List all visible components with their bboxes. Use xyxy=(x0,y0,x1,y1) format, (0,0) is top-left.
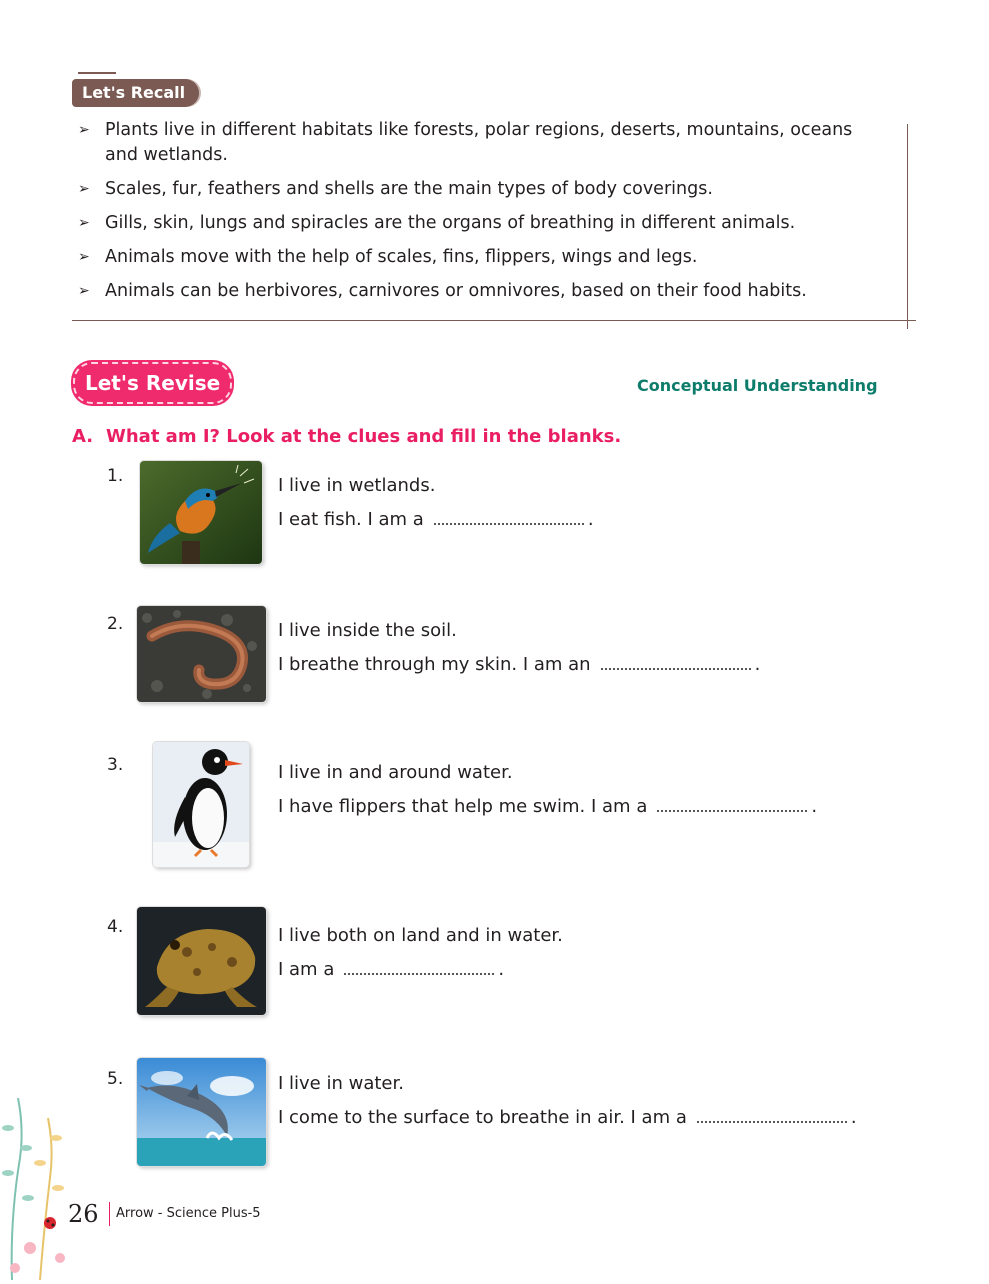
recall-item: ➢ Scales, fur, feathers and shells are the main types of body coverings. xyxy=(78,177,888,202)
lets-revise-tag: Let's Revise xyxy=(73,362,232,404)
arrow-bullet-icon: ➢ xyxy=(78,283,90,299)
clue-line: I live inside the soil. xyxy=(278,620,457,641)
frog-image xyxy=(137,907,266,1015)
recall-horizontal-rule xyxy=(72,320,916,321)
item-number: 2. xyxy=(107,614,124,634)
question-heading xyxy=(72,426,621,447)
kingfisher-image xyxy=(140,461,262,564)
clue-answer-line: I breathe through my skin. I am an . xyxy=(278,654,761,675)
item-number: 5. xyxy=(107,1069,124,1089)
lets-recall-tag: Let's Recall xyxy=(72,79,199,107)
recall-list xyxy=(78,118,888,313)
arrow-bullet-icon: ➢ xyxy=(78,122,90,138)
clue-answer-line: I am a . xyxy=(278,959,505,980)
item-number: 1. xyxy=(107,466,124,486)
recall-top-rule xyxy=(78,72,116,74)
dolphin-image xyxy=(137,1058,266,1166)
answer-blank[interactable] xyxy=(657,794,807,812)
footer-separator xyxy=(109,1202,110,1226)
recall-item: ➢ Plants live in different habitats like forests, polar regions, deserts, mountains, oceans and wetlands. xyxy=(78,120,853,165)
clue-answer-line: I come to the surface to breathe in air. I am a . xyxy=(278,1107,857,1128)
clue-line: I live in water. xyxy=(278,1073,404,1094)
answer-blank[interactable] xyxy=(434,507,584,525)
penguin-image xyxy=(153,742,249,867)
page-number: 26 xyxy=(68,1200,99,1228)
answer-blank[interactable] xyxy=(344,957,494,975)
recall-item: ➢ Animals move with the help of scales, fins, flippers, wings and legs. xyxy=(78,245,888,270)
recall-vertical-rule xyxy=(907,124,908,329)
arrow-bullet-icon: ➢ xyxy=(78,249,90,265)
floral-decoration xyxy=(0,1098,70,1280)
item-number: 3. xyxy=(107,755,124,775)
clue-line: I live both on land and in water. xyxy=(278,925,563,946)
clue-line: I live in and around water. xyxy=(278,762,513,783)
arrow-bullet-icon: ➢ xyxy=(78,215,90,231)
recall-item: ➢ Gills, skin, lungs and spiracles are the organs of breathing in different animals. xyxy=(78,211,888,236)
item-number: 4. xyxy=(107,917,124,937)
arrow-bullet-icon: ➢ xyxy=(78,181,90,197)
clue-answer-line: I eat fish. I am a . xyxy=(278,509,594,530)
clue-line: I live in wetlands. xyxy=(278,475,436,496)
clue-answer-line: I have flippers that help me swim. I am a . xyxy=(278,796,818,817)
category-label: Conceptual Understanding xyxy=(637,376,878,395)
question-letter: A. xyxy=(72,426,94,447)
answer-blank[interactable] xyxy=(697,1105,847,1123)
book-title: Arrow - Science Plus-5 xyxy=(116,1206,261,1221)
recall-item: ➢ Animals can be herbivores, carnivores or omnivores, based on their food habits. xyxy=(78,279,888,304)
answer-blank[interactable] xyxy=(601,652,751,670)
earthworm-image xyxy=(137,606,266,702)
question-text: What am I? Look at the clues and fill in the blanks. xyxy=(106,426,622,447)
